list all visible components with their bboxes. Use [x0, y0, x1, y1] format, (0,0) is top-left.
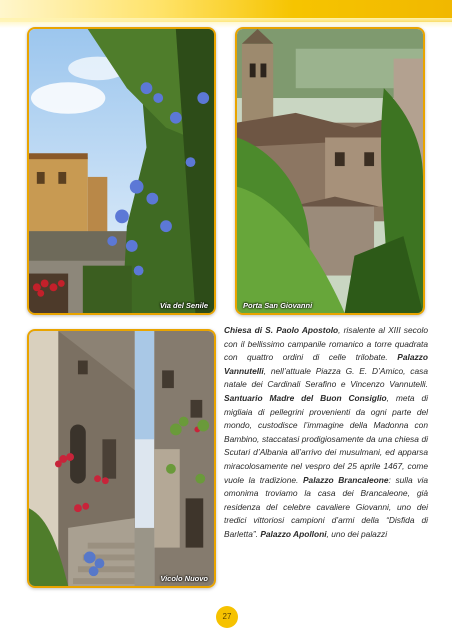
header-band	[0, 0, 452, 22]
photo-caption: Porta San Giovanni	[243, 301, 313, 310]
subject-santuario: Santuario Madre del Buon Consiglio	[224, 392, 387, 403]
text-palazzo-apolloni: , uno dei palazzi	[326, 528, 388, 539]
photo-caption: Vicolo Nuovo	[160, 574, 208, 583]
text-santuario: , meta di migliaia di pellegrini provenienti da ogni parte del mondo, custodisce l’immagine della Madonna con Bambino, staccatasi prodigiosamente da una chiesa di Scutari d’Albania all’arrivo dei musulmani, ed apparsa miracolosamente nel vespro del 25 aprile 1467, come vuole la tradizione.	[224, 392, 428, 485]
photo-vicolo-nuovo	[27, 329, 216, 588]
subject-palazzo-vannutelli: Palazzo Vannutelli	[224, 352, 428, 376]
subject-palazzo-brancaleone: Palazzo Brancaleone	[302, 474, 389, 485]
subject-chiesa-san-paolo: Chiesa di S. Paolo Apostolo	[224, 325, 339, 335]
page-number: 27	[216, 606, 238, 628]
photo-porta-san-giovanni-image	[237, 29, 423, 313]
subject-palazzo-apolloni: Palazzo Apolloni	[260, 528, 327, 539]
body-text	[224, 324, 428, 542]
text-chiesa-san-paolo: , risalente al XIII secolo con il bellissimo campanile romanico a torre quadrata con quattro ordini di celle trilobate.	[224, 325, 428, 363]
text-palazzo-vannutelli: , nell’attuale Piazza G. E. D’Amico, casa natale dei Cardinali Serafino e Vincenzo Vannutelli.	[224, 365, 428, 390]
photo-porta-san-giovanni	[235, 27, 425, 315]
photo-caption: Via del Senile	[159, 301, 208, 310]
photo-via-del-senile-image	[29, 29, 214, 313]
photo-via-del-senile	[27, 27, 216, 315]
photo-vicolo-nuovo-image	[29, 331, 214, 586]
text-palazzo-brancaleone: : sulla via omonima troviamo la casa dei Brancaleone, già residenza del celebre cavaliere Giovanni, uno dei tredici vittoriosi campioni d’armi della “Disfida di Barletta”.	[224, 474, 428, 539]
